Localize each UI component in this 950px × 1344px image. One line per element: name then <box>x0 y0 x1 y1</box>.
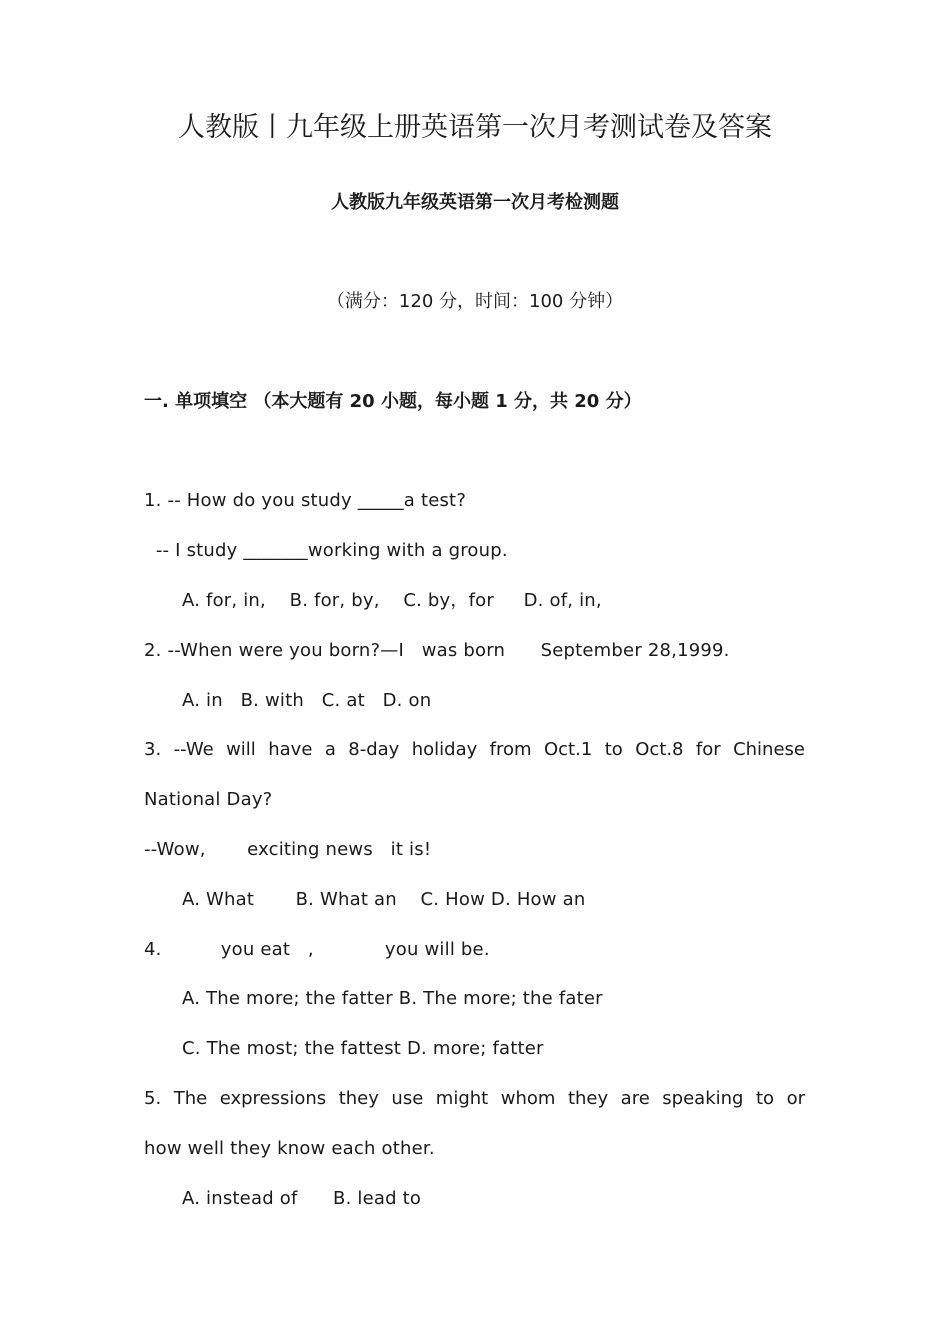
question-4-options-a: A. The more; the fatter B. The more; the fater <box>182 988 603 1009</box>
question-5-options: A. instead of B. lead to <box>182 1188 422 1209</box>
question-3-reply: --Wow, exciting news it is! <box>144 839 432 860</box>
section-heading: 一. 单项填空 （本大题有 20 小题，每小题 1 分，共 20 分） <box>144 391 642 412</box>
question-5-stem-line-1: 5. The expressions they use might whom they are speaking to or <box>144 1088 805 1109</box>
question-2-stem: 2. --When were you born?—I was born September 28,1999. <box>144 640 730 661</box>
question-3-options: A. What B. What an C. How D. How an <box>182 889 586 910</box>
question-1-stem: 1. -- How do you study _____a test? <box>144 490 467 511</box>
score-time-info: （满分：120 分，时间：100 分钟） <box>326 291 624 312</box>
question-4-options-b: C. The most; the fattest D. more; fatter <box>182 1038 544 1059</box>
question-1-options: A. for, in, B. for, by, C. by，for D. of, in, <box>182 590 602 611</box>
question-1-reply: -- I study _______working with a group. <box>144 540 508 561</box>
question-2-options: A. in B. with C. at D. on <box>182 690 432 711</box>
question-4-stem: 4. you eat , you will be. <box>144 939 490 960</box>
document-title: 人教版丨九年级上册英语第一次月考测试卷及答案 <box>178 112 772 143</box>
exam-subtitle: 人教版九年级英语第一次月考检测题 <box>331 192 619 213</box>
question-5-stem-line-2: how well they know each other. <box>144 1138 435 1159</box>
question-3-stem-line-2: National Day? <box>144 789 273 810</box>
question-3-stem-line-1: 3. --We will have a 8-day holiday from Oct.1 to Oct.8 for Chinese <box>144 739 805 760</box>
